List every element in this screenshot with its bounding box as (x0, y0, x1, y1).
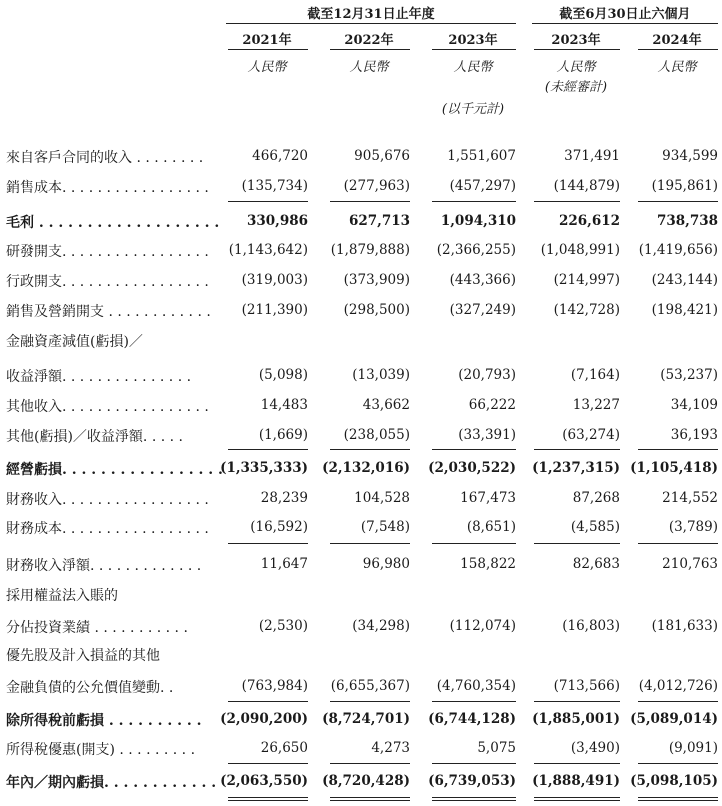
row-value: 14,483 (260, 397, 308, 413)
half-year-2023: 2023年 (551, 33, 601, 48)
total-rule (432, 800, 516, 801)
row-value: 11,647 (260, 556, 308, 572)
row-value: (243,144) (651, 272, 718, 288)
total-rule (432, 797, 516, 798)
col-rule-2021 (228, 49, 308, 50)
row-value: (53,237) (660, 367, 718, 383)
row-value: (8,724,701) (322, 711, 410, 727)
row-value: 104,528 (354, 490, 410, 506)
subtotal-rule (432, 763, 516, 764)
row-label: 其他(虧損)／收益淨額. . . . . (6, 429, 183, 445)
row-value: (33,391) (458, 427, 516, 443)
row-value: 1,094,310 (440, 213, 516, 229)
row-value: (5,098) (258, 367, 308, 383)
row-value: (4,760,354) (436, 678, 516, 694)
row-value: 905,676 (354, 148, 410, 164)
row-label: 年內／期內虧損. . . . . . . . . . . . (6, 775, 217, 791)
subtotal-rule (330, 543, 410, 544)
row-value: (443,366) (449, 272, 516, 288)
subtotal-rule (534, 701, 620, 702)
row-label: 毛利 . . . . . . . . . . . . . . . . . . . (6, 215, 220, 231)
row-value: (8,720,428) (322, 773, 410, 789)
row-value: (1,879,888) (330, 242, 410, 258)
subtotal-rule (228, 701, 308, 702)
row-value: (1,888,491) (532, 773, 620, 789)
row-value: (2,030,522) (428, 460, 516, 476)
row-value: (713,566) (553, 678, 620, 694)
row-value: (6,744,128) (428, 711, 516, 727)
row-value: (1,419,656) (638, 242, 718, 258)
row-value: (319,003) (241, 272, 308, 288)
subtotal-rule (638, 449, 718, 450)
half-year-2024: 2024年 (652, 33, 702, 48)
row-value: (144,879) (553, 178, 620, 194)
row-value: (1,669) (258, 427, 308, 443)
header-group-six-months-rule (532, 23, 718, 24)
row-value: (63,274) (562, 427, 620, 443)
subtotal-rule (534, 543, 620, 544)
row-value: (1,885,001) (532, 711, 620, 727)
row-label: 分佔投資業績 . . . . . . . . . . . (6, 620, 188, 636)
row-value: (298,500) (343, 302, 410, 318)
row-value: (2,063,550) (220, 773, 308, 789)
col-rule-2022 (330, 49, 410, 50)
row-value: (4,012,726) (638, 678, 718, 694)
row-value: (277,963) (343, 178, 410, 194)
row-value: (1,237,315) (532, 460, 620, 476)
year-2023: 2023年 (448, 33, 498, 48)
row-value: (5,089,014) (630, 711, 718, 727)
year-2021: 2021年 (242, 33, 292, 48)
subtotal-rule (432, 543, 516, 544)
row-value: (763,984) (241, 678, 308, 694)
row-value: 82,683 (572, 556, 620, 572)
row-value: 934,599 (662, 148, 718, 164)
row-value: (198,421) (651, 302, 718, 318)
row-value: (112,074) (449, 618, 516, 634)
row-value: (195,861) (651, 178, 718, 194)
row-label: 金融負債的公允價值變動. . (6, 680, 174, 696)
row-value: (16,803) (562, 618, 620, 634)
subtotal-rule (534, 201, 620, 202)
unit-note: (以千元計) (441, 102, 505, 117)
row-label: 所得稅優惠(開支) . . . . . . . . . (6, 742, 196, 758)
row-label: 研發開支. . . . . . . . . . . . . . . . . (6, 244, 209, 260)
row-label: 財務成本. . . . . . . . . . . . . . . . . (6, 521, 209, 537)
subtotal-rule (228, 543, 308, 544)
row-value: 158,822 (460, 556, 516, 572)
row-value: (457,297) (449, 178, 516, 194)
row-value: 210,763 (662, 556, 718, 572)
row-value: 26,650 (260, 740, 308, 756)
row-value: (2,366,255) (436, 242, 516, 258)
row-value: 226,612 (558, 213, 620, 229)
total-rule (228, 800, 308, 801)
row-value: 96,980 (362, 556, 410, 572)
subtotal-rule (330, 763, 410, 764)
row-value: (2,090,200) (220, 711, 308, 727)
currency-2022: 人民幣 (349, 60, 389, 75)
row-label: 優先股及計入損益的其他 (6, 648, 160, 664)
currency-h2023: 人民幣 (556, 60, 596, 75)
row-label: 來自客戶合同的收入 . . . . . . . . (6, 150, 204, 166)
subtotal-rule (432, 201, 516, 202)
row-value: (3,490) (570, 740, 620, 756)
row-value: 36,193 (670, 427, 718, 443)
row-label: 金融資產減值(虧損)／ (6, 334, 143, 350)
row-value: 28,239 (260, 490, 308, 506)
row-value: (20,793) (458, 367, 516, 383)
total-rule (228, 797, 308, 798)
header-group-fiscal-year: 截至12月31日止年度 (307, 7, 435, 22)
row-value: 214,552 (662, 490, 718, 506)
row-label: 收益淨額. . . . . . . . . . . . . . . (6, 369, 192, 385)
subtotal-rule (432, 449, 516, 450)
row-value: 4,273 (371, 740, 410, 756)
row-label: 銷售及營銷開支 . . . . . . . . . . . . (6, 304, 211, 320)
row-value: 330,986 (246, 213, 308, 229)
subtotal-rule (534, 763, 620, 764)
row-value: (9,091) (668, 740, 718, 756)
row-value: 66,222 (468, 397, 516, 413)
col-rule-h2024 (638, 49, 718, 50)
header-group-fiscal-rule (226, 23, 516, 24)
subtotal-rule (330, 201, 410, 202)
row-value: (4,585) (570, 519, 620, 535)
total-rule (330, 800, 410, 801)
col-rule-h2023 (534, 49, 620, 50)
col-rule-2023 (432, 49, 516, 50)
row-label: 行政開支. . . . . . . . . . . . . . . . . (6, 274, 209, 290)
row-value: (1,335,333) (220, 460, 308, 476)
row-value: 466,720 (252, 148, 308, 164)
row-label: 採用權益法入賬的 (6, 588, 118, 604)
subtotal-rule (638, 763, 718, 764)
row-label: 除所得稅前虧損 . . . . . . . . . . (6, 713, 202, 729)
row-value: 371,491 (564, 148, 620, 164)
row-value: (2,132,016) (322, 460, 410, 476)
header-group-six-months: 截至6月30日止六個月 (559, 7, 691, 22)
currency-2021: 人民幣 (247, 60, 287, 75)
subtotal-rule (330, 449, 410, 450)
row-value: (1,105,418) (630, 460, 718, 476)
row-value: (6,655,367) (330, 678, 410, 694)
row-label: 銷售成本. . . . . . . . . . . . . . . . . (6, 180, 209, 196)
total-rule (638, 797, 718, 798)
subtotal-rule (228, 201, 308, 202)
row-value: 738,738 (656, 213, 718, 229)
row-value: (16,592) (250, 519, 308, 535)
row-value: (7,164) (570, 367, 620, 383)
subtotal-rule (330, 701, 410, 702)
row-label: 財務收入. . . . . . . . . . . . . . . . . (6, 492, 209, 508)
row-value: (214,997) (553, 272, 620, 288)
row-label: 其他收入. . . . . . . . . . . . . . . . . (6, 399, 209, 415)
row-value: (5,098,105) (630, 773, 718, 789)
currency-h2024: 人民幣 (657, 60, 697, 75)
subtotal-rule (228, 449, 308, 450)
row-value: (6,739,053) (428, 773, 516, 789)
subtotal-rule (432, 701, 516, 702)
row-value: (13,039) (352, 367, 410, 383)
row-value: (3,789) (668, 519, 718, 535)
row-value: (142,728) (553, 302, 620, 318)
row-value: (327,249) (449, 302, 516, 318)
row-value: (8,651) (466, 519, 516, 535)
row-value: (238,055) (343, 427, 410, 443)
subtotal-rule (638, 701, 718, 702)
row-value: (1,048,991) (540, 242, 620, 258)
row-value: 87,268 (572, 490, 620, 506)
subtotal-rule (638, 201, 718, 202)
row-label: 財務收入淨額. . . . . . . . . . . . . (6, 558, 202, 574)
row-value: (135,734) (241, 178, 308, 194)
row-value: (181,633) (651, 618, 718, 634)
row-value: 43,662 (362, 397, 410, 413)
total-rule (534, 800, 620, 801)
row-value: (7,548) (360, 519, 410, 535)
row-value: 5,075 (477, 740, 516, 756)
subtotal-rule (534, 449, 620, 450)
row-value: 13,227 (572, 397, 620, 413)
row-value: (211,390) (241, 302, 308, 318)
total-rule (330, 797, 410, 798)
row-value: 627,713 (348, 213, 410, 229)
row-value: (1,143,642) (228, 242, 308, 258)
subtotal-rule (228, 763, 308, 764)
year-2022: 2022年 (344, 33, 394, 48)
row-value: 34,109 (670, 397, 718, 413)
total-rule (534, 797, 620, 798)
row-value: (34,298) (352, 618, 410, 634)
subtotal-rule (638, 543, 718, 544)
row-value: (2,530) (258, 618, 308, 634)
row-value: 167,473 (460, 490, 516, 506)
total-rule (638, 800, 718, 801)
row-value: (373,909) (343, 272, 410, 288)
currency-2023: 人民幣 (453, 60, 493, 75)
unaudited-note: (未經審計) (544, 80, 608, 95)
row-label: 經營虧損. . . . . . . . . . . . . . . . . (6, 462, 223, 478)
row-value: 1,551,607 (447, 148, 516, 164)
